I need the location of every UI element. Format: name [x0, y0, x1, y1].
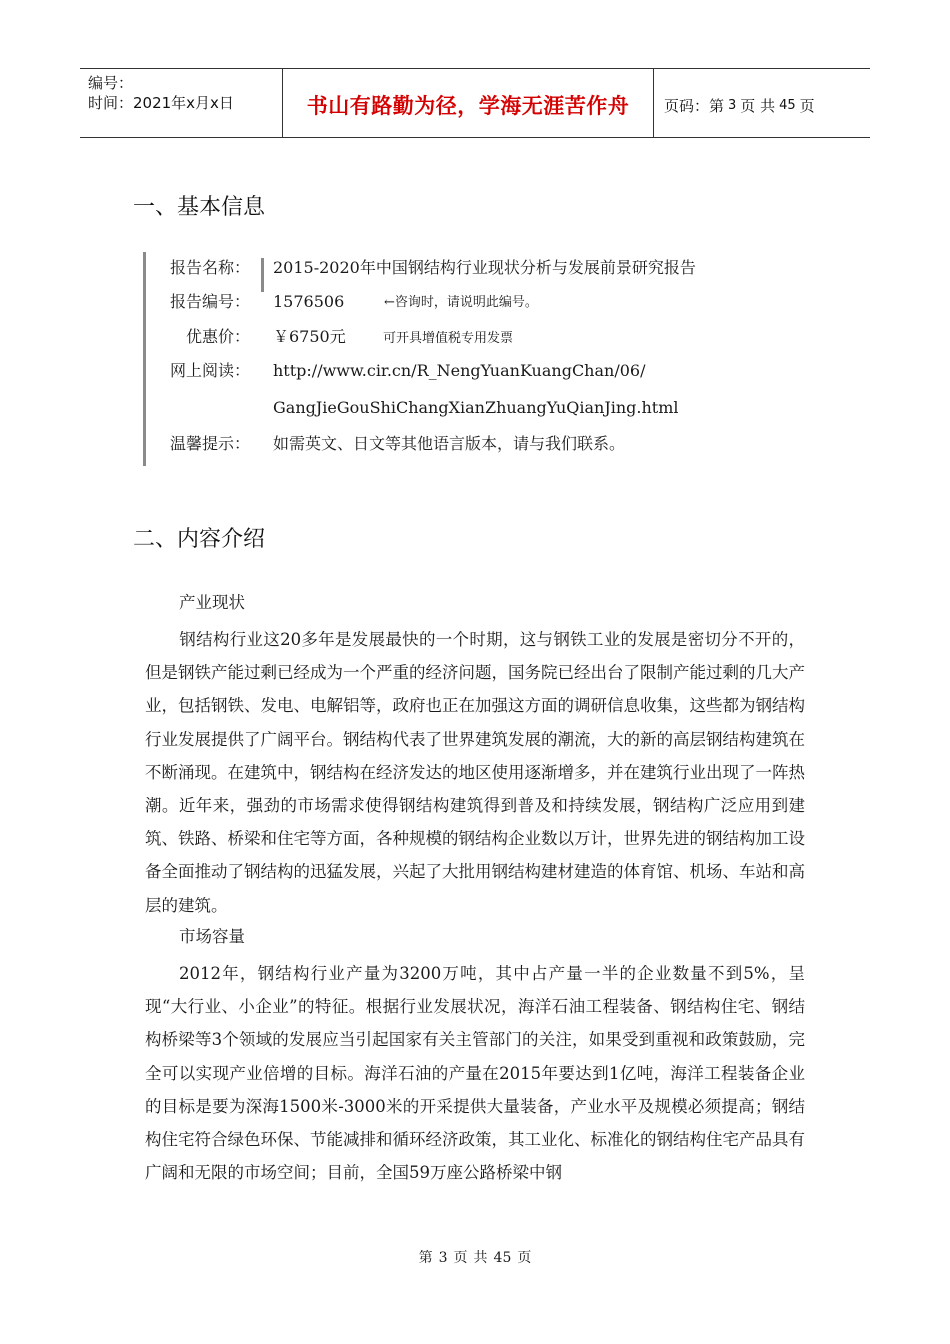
footer-page-current: 3 — [438, 1250, 448, 1266]
info-link-cont[interactable]: GangJieGouShiChangXianZhuangYuQianJing.html — [273, 398, 679, 417]
subheading-industry-status: 产业现状 — [179, 593, 245, 612]
info-value: 2015-2020年中国钢结构行业现状分析与发展前景研究报告 — [273, 258, 696, 277]
header-page-info — [654, 69, 870, 137]
info-label: 网上阅读： — [169, 361, 250, 380]
paragraph-text: 2012年，钢结构行业产量为3200万吨，其中占产量一半的企业数量不到5%，呈现“大行业、小企业”的特征。根据行业发展状况，海洋石油工程装备、钢结构住宅、钢结构桥梁等3个领域的发展应当引起国家有关主管部门的关注，如果受到重视和政策鼓励，完全可以实现产业倍增的目标。海洋石油的产量在2015年要达到1亿吨，海洋工程装备企业的目标是要为深海1500米-3000米的开采提供大量装备，产业水平及规模必须提高；钢结构住宅符合绿色环保、节能减排和循环经济政策，其工业化、标准化的钢结构住宅产品具有广阔和无限的市场空间；目前，全国59万座公路桥梁中钢 — [145, 964, 805, 1183]
header-motto: 书山有路勤为径，学海无涯苦作舟 — [306, 94, 630, 118]
footer-word: 页 — [453, 1250, 468, 1266]
page-mid: 页 共 — [740, 96, 776, 115]
info-value: ￥6750元 — [273, 327, 346, 346]
info-label: 优惠价： — [185, 327, 250, 346]
info-note: 可开具增值税专用发票 — [383, 331, 514, 346]
page-total: 45 — [779, 97, 796, 113]
document-number-label: 编号： — [88, 74, 134, 92]
document-date: 时间：2021年x月x日 — [88, 94, 234, 112]
subheading-market-capacity: 市场容量 — [179, 927, 245, 946]
footer-word: 共 — [473, 1250, 488, 1266]
info-label: 报告编号： — [169, 292, 250, 311]
page-prefix: 页码：第 — [664, 96, 725, 115]
info-value: 如需英文、日文等其他语言版本，请与我们联系。 — [273, 434, 626, 453]
page-current: 3 — [728, 97, 737, 113]
paragraph-text: 钢结构行业这20多年是发展最快的一个时期，这与钢铁工业的发展是密切分不开的，但是钢铁产能过剩已经成为一个严重的经济问题，国务院已经出台了限制产能过剩的几大产业，包括钢铁、发电、电解铝等，政府也正在加强这方面的调研信息收集，这些都为钢结构行业发展提供了广阔平台。钢结构代表了世界建筑发展的潮流，大的新的高层钢结构建筑在不断涌现。在建筑中，钢结构在经济发达的地区使用逐渐增多，并在建筑行业出现了一阵热潮。近年来，强劲的市场需求使得钢结构建筑得到普及和持续发展，钢结构广泛应用到建筑、铁路、桥梁和住宅等方面，各种规模的钢结构企业数以万计，世界先进的钢结构加工设备全面推动了钢结构的迅猛发展，兴起了大批用钢结构建材建造的体育馆、机场、车站和高层的建筑。 — [145, 630, 805, 915]
page-header — [80, 68, 870, 138]
footer-page-total: 45 — [493, 1250, 512, 1266]
basic-info-block — [143, 252, 786, 466]
info-link[interactable]: http://www.cir.cn/R_NengYuanKuangChan/06/ — [273, 361, 646, 380]
header-meta — [80, 69, 282, 137]
header-motto-cell — [282, 69, 654, 137]
footer-word: 第 — [418, 1250, 433, 1266]
page-footer — [0, 1247, 950, 1267]
info-label: 报告名称： — [169, 258, 250, 277]
info-value: 1576506 — [273, 292, 345, 311]
value-divider — [261, 258, 264, 292]
section-title-content-intro: 二、内容介绍 — [133, 527, 266, 552]
paragraph-industry-status — [145, 623, 805, 922]
section-title-basic-info: 一、基本信息 — [133, 195, 266, 220]
info-note: ←咨询时，请说明此编号。 — [384, 295, 538, 310]
page-suffix: 页 — [799, 96, 815, 115]
paragraph-market-capacity — [145, 957, 805, 1189]
footer-word: 页 — [517, 1250, 532, 1266]
info-label: 温馨提示： — [169, 434, 250, 453]
